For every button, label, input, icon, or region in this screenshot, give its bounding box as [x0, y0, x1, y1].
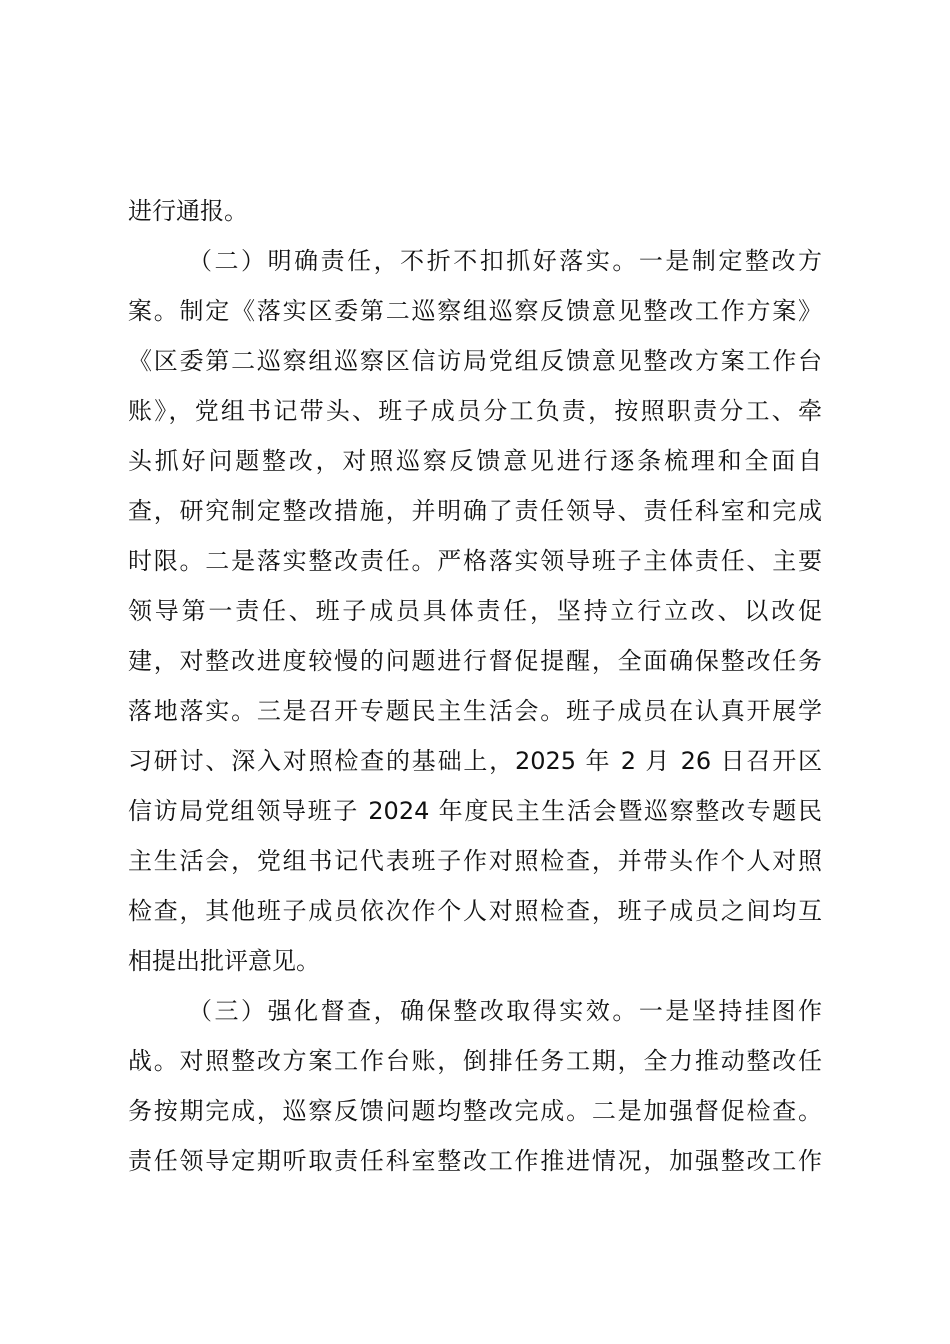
text-line: 头抓好问题整改，对照巡察反馈意见进行逐条梳理和全面自 — [128, 447, 822, 475]
text-line: 战。对照整改方案工作台账，倒排任务工期，全力推动整改任 — [128, 1047, 822, 1075]
text-line: 务按期完成，巡察反馈问题均整改完成。二是加强督促检查。 — [128, 1097, 822, 1125]
text-line: 账》，党组书记带头、班子成员分工负责，按照职责分工、牵 — [128, 397, 822, 425]
text-line: 责任领导定期听取责任科室整改工作推进情况，加强整改工作 — [128, 1147, 822, 1175]
paragraph-2-heading-line: （二）明确责任，不折不扣抓好落实。一是制定整改方 — [188, 247, 822, 275]
text-line: 检查，其他班子成员依次作个人对照检查，班子成员之间均互 — [128, 897, 822, 925]
text-line: 案。制定《落实区委第二巡察组巡察反馈意见整改工作方案》 — [128, 297, 822, 325]
text-line: 相提出批评意见。 — [128, 947, 320, 975]
text-line: 信访局党组领导班子 2024 年度民主生活会暨巡察整改专题民 — [128, 797, 822, 825]
text-line: 主生活会，党组书记代表班子作对照检查，并带头作个人对照 — [128, 847, 822, 875]
text-line: 《区委第二巡察组巡察区信访局党组反馈意见整改方案工作台 — [128, 347, 822, 375]
text-line: 建，对整改进度较慢的问题进行督促提醒，全面确保整改任务 — [128, 647, 822, 675]
text-line: 查，研究制定整改措施，并明确了责任领导、责任科室和完成 — [128, 497, 822, 525]
paragraph-3-heading-line: （三）强化督查，确保整改取得实效。一是坚持挂图作 — [188, 997, 822, 1025]
text-line: 领导第一责任、班子成员具体责任，坚持立行立改、以改促 — [128, 597, 822, 625]
text-line: 进行通报。 — [128, 197, 248, 225]
text-line: 习研讨、深入对照检查的基础上，2025 年 2 月 26 日召开区 — [128, 747, 822, 775]
text-line: 落地落实。三是召开专题民主生活会。班子成员在认真开展学 — [128, 697, 822, 725]
body-text — [128, 186, 822, 1186]
text-line: 时限。二是落实整改责任。严格落实领导班子主体责任、主要 — [128, 547, 822, 575]
